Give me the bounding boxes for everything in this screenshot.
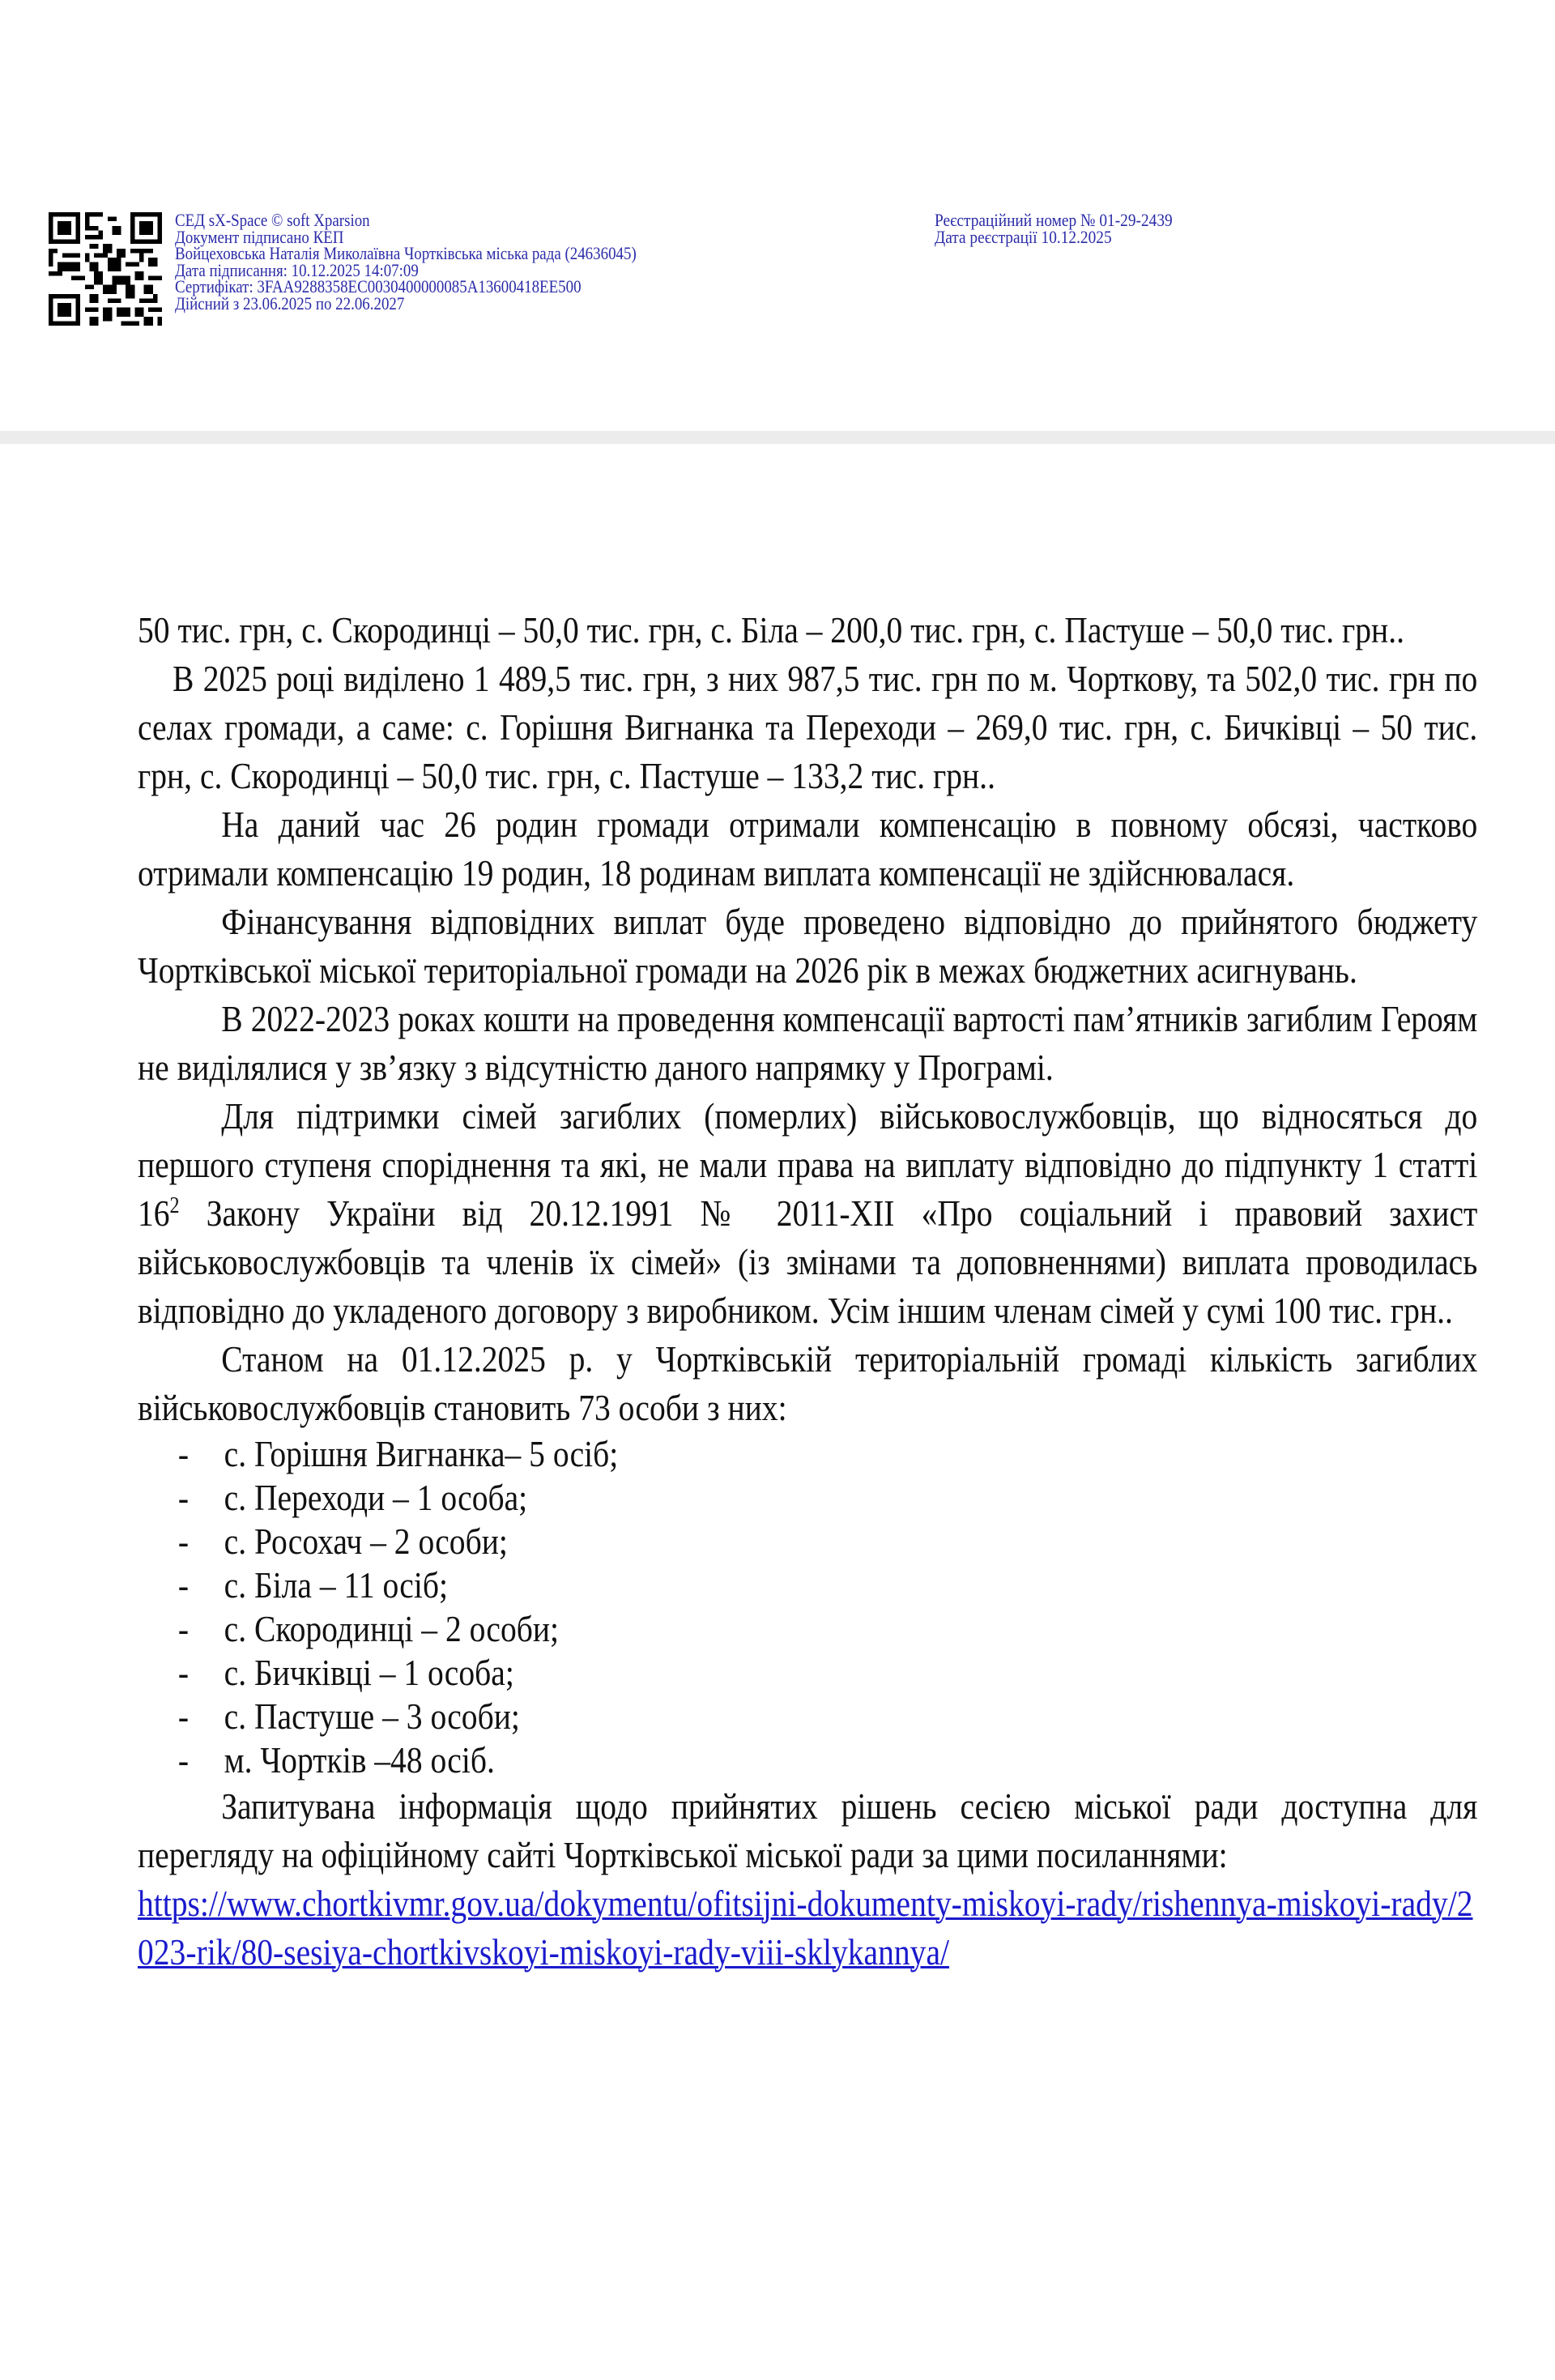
paragraph-family-support: [138, 1092, 1477, 1335]
paragraph-2022-2023: В 2022-2023 роках кошти на проведення компенсації вартості пам’ятників загиблим Героям не виділялися у зв’язку з відсутністю даного напрямку у Програмі.: [138, 998, 1478, 1088]
casualties-list: [138, 1432, 1477, 1782]
qr-code-icon: [49, 212, 162, 326]
list-dash: -: [177, 1739, 190, 1781]
stamp-line-certificate: Сертифікат: 3FAA9288358EC0030400000085A13600418EE500: [175, 276, 582, 296]
paragraph-2025-allocation: В 2025 році виділено 1 489,5 тис. грн, з них 987,5 тис. грн по м. Чорткову, та 502,0 тис. грн по селах громади, а саме: с. Горішня Вигнанка та Переходи – 269,0 тис. грн, с. Бичківці – 50 тис. грн, с. Скородинці – 50,0 тис. грн, с. Пастуше – 133,2 тис. грн..: [138, 658, 1478, 796]
paragraph-decisions-info: Запитувана інформація щодо прийнятих рішень сесією міської ради доступна для перегляду на офіційному сайті Чортківської міської ради за цими посиланнями:: [138, 1785, 1478, 1875]
list-dash: -: [177, 1521, 190, 1562]
signature-stamp-text: [175, 212, 637, 312]
article-superscript: 2: [169, 1193, 180, 1218]
signature-page-header: [0, 0, 1555, 431]
council-decisions-link[interactable]: https://www.chortkivmr.gov.ua/dokymentu/ofitsijni-dokumenty-miskoyi-rady/rishennya-miskoyi-rady/2023-rik/80-sesiya-chortkivskoyi-miskoyi-rady-viii-sklykannya/: [138, 1883, 1473, 1973]
stamp-line-sign-date: Дата підписання: 10.12.2025 14:07:09: [175, 259, 419, 280]
list-dash: -: [177, 1477, 190, 1518]
stamp-line-system: СЕД sX-Space © soft Xparsion: [175, 210, 370, 230]
list-item: [138, 1651, 1477, 1695]
stamp-line-validity: Дійсний з 23.06.2025 по 22.06.2027: [175, 292, 405, 313]
page-separator: [0, 431, 1555, 444]
list-item-text: м. Чортків –48 осіб.: [224, 1739, 495, 1781]
list-dash: -: [177, 1652, 190, 1693]
paragraph-2024-allocation-continued: 50 тис. грн, с. Скородинці – 50,0 тис. грн, с. Біла – 200,0 тис. грн, с. Пастуше – 50,0 тис. грн..: [138, 609, 1405, 650]
stamp-line-signer: Войцеховська Наталія Миколаївна Чортківська міська рада (24636045): [175, 243, 637, 263]
list-item-text: с. Переходи – 1 особа;: [224, 1477, 528, 1518]
list-item: [138, 1607, 1477, 1651]
list-item: [138, 1432, 1477, 1476]
family-support-text-b: Закону України від 20.12.1991 № 2011-XII «Про соціальний і правовий захист військовослужбовців та членів їх сімей» (із змінами та доповненнями) виплата проводилась відповідно до укладеного договору з виробником. Усім іншим членам сімей у сумі 100 тис. грн..: [138, 1192, 1478, 1331]
registration-info: [935, 212, 1173, 245]
list-item-text: с. Біла – 11 осіб;: [224, 1564, 448, 1606]
list-item: [138, 1520, 1477, 1563]
list-item: [138, 1738, 1477, 1782]
signature-stamp: [49, 212, 712, 326]
list-item: [138, 1563, 1477, 1607]
stamp-line-signed: Документ підписано КЕП: [175, 226, 344, 247]
list-dash: -: [177, 1564, 190, 1606]
list-dash: -: [177, 1695, 190, 1737]
paragraph-financing: Фінансування відповідних виплат буде проведено відповідно до прийнятого бюджету Чортківської міської територіальної громади на 2026 рік в межах бюджетних асигнувань.: [138, 901, 1478, 991]
list-item-text: с. Горішня Вигнанка– 5 осіб;: [224, 1433, 619, 1474]
list-item-text: с. Скородинці – 2 особи;: [224, 1608, 560, 1649]
list-item: [138, 1476, 1477, 1520]
document-body: [138, 606, 1477, 1977]
list-dash: -: [177, 1608, 190, 1649]
paragraph-compensation-status: На даний час 26 родин громади отримали компенсацію в повному обсязі, частково отримали компенсацію 19 родин, 18 родинам виплата компенсації не здійснювалася.: [138, 804, 1478, 894]
paragraph-casualties-count: Станом на 01.12.2025 р. у Чортківській територіальній громаді кількість загиблих військовослужбовців становить 73 особи з них:: [138, 1338, 1478, 1428]
registration-date: Дата реєстрації 10.12.2025: [935, 226, 1112, 247]
family-support-text-a: Для підтримки сімей загиблих (померлих) військовослужбовців, що відносяться до першого ступеня споріднення та які, не мали права на виплату відповідно до підпункту 1 статті 16: [138, 1095, 1478, 1234]
list-item-text: с. Росохач – 2 особи;: [224, 1521, 508, 1562]
list-item-text: с. Пастуше – 3 особи;: [224, 1695, 520, 1737]
link-paragraph: [138, 1879, 1477, 1977]
registration-number: Реєстраційний номер № 01-29-2439: [935, 210, 1173, 230]
list-item: [138, 1695, 1477, 1738]
list-dash: -: [177, 1433, 190, 1474]
list-item-text: с. Бичківці – 1 особа;: [224, 1652, 514, 1693]
